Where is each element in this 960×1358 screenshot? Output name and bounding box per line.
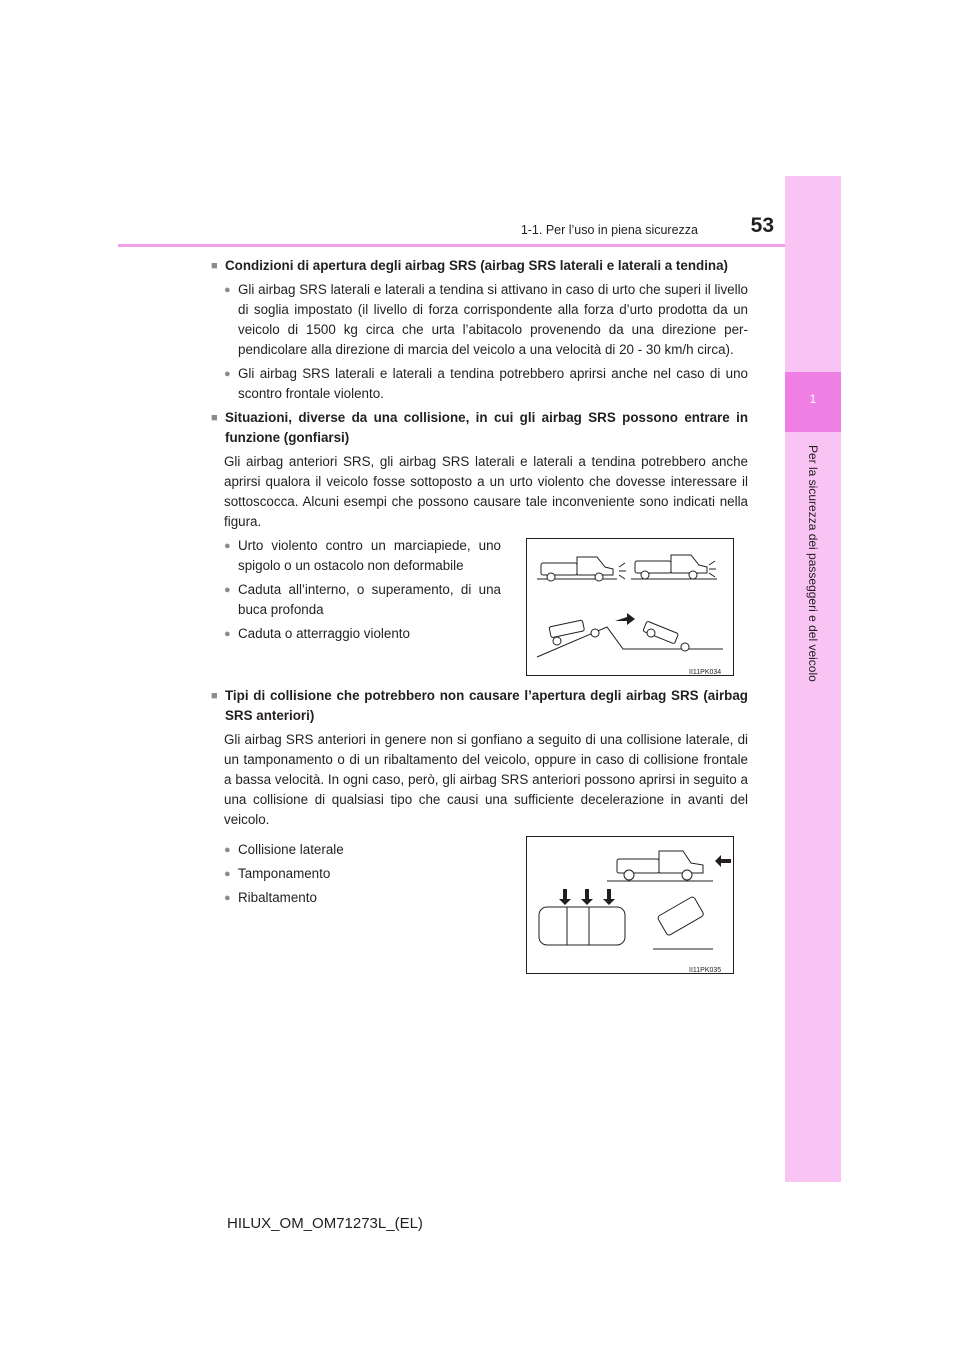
bullet-side-frontal: ● Gli airbag SRS laterali e laterali a tendina potrebbero aprirsi anche nel caso di uno scontro frontale violento.: [211, 364, 748, 404]
para-non-collision: Gli airbag anteriori SRS, gli airbag SRS laterali e laterali a tendina potrebbero anche aprirsi qualora il veicolo fosse sottoposto a un urto violento che dovesse interessare il sottoscocca. Alcuni esempi che possono causare tale inconveniente sono indicati nella figura.: [224, 454, 748, 529]
heading-side-airbag-conditions: ■ Condizioni di apertura degli airbag SRS (airbag SRS laterali e laterali a tendina): [211, 256, 748, 276]
section-title: 1-1. Per l’uso in piena sicurezza: [520, 223, 698, 237]
figure-underbody-impacts: [526, 538, 734, 676]
figure-collision-types: [526, 836, 734, 974]
figure-code-1: II11PK034: [689, 669, 722, 676]
figure-code-2: II11PK035: [689, 967, 722, 974]
heading-no-deployment: ■ Tipi di collisione che potrebbero non causare l’apertura degli airbag SRS (airbag SRS anteriori): [211, 686, 748, 726]
figure-row-1: [211, 536, 748, 686]
truck-illustration-2: [527, 837, 733, 973]
bullet-side-threshold: ● Gli airbag SRS laterali e laterali a tendina si attivano in caso di urto che superi il livello di soglia impostato (il livello di forza corrispondente alla forza d’urto prodotta da un veicolo di 1500 kg circa che urta l’abitacolo provenendo da una direzione perpendicolare alla direzione di marcia del veicolo a una velocità di 20 - 30 km/h circa).: [211, 280, 748, 360]
document-id: HILUX_OM_OM71273L_(EL): [227, 1215, 423, 1232]
page-number: 53: [750, 214, 774, 237]
heading-non-collision: ■ Situazioni, diverse da una collisione, in cui gli airbag SRS possono entrare in funzione (gonfiarsi): [211, 408, 748, 448]
page-content: [211, 256, 748, 984]
bullet-rollover: ● Ribaltamento: [211, 888, 501, 908]
figure-row-2: [211, 834, 748, 984]
bullet-side-collision: ● Collisione laterale: [211, 840, 501, 860]
bullet-rear-end: ● Tamponamento: [211, 864, 501, 884]
bullet-hole: ● Caduta all’interno, o superamento, di una buca profonda: [211, 580, 501, 620]
bullet-landing: ● Caduta o atterraggio violento: [211, 624, 501, 644]
para-no-deployment: Gli airbag SRS anteriori in genere non si gonfiano a seguito di una collisione laterale, di un tamponamento o di un ribaltamento del veicolo, oppure in caso di collisione frontale a bassa velocità. In ogni caso, però, gli airbag SRS anteriori possono aprirsi in seguito a una collisione di qualsiasi tipo che causi una sufficiente decelerazione in avanti del veicolo.: [224, 732, 748, 827]
header-rule: [118, 244, 785, 247]
chapter-number: 1: [809, 392, 817, 406]
truck-illustration-1: [527, 539, 733, 675]
chapter-label: Per la sicurezza dei passeggeri e del veicolo: [806, 445, 820, 682]
bullet-curb: ● Urto violento contro un marciapiede, uno spigolo o un ostacolo non deformabile: [211, 536, 501, 576]
